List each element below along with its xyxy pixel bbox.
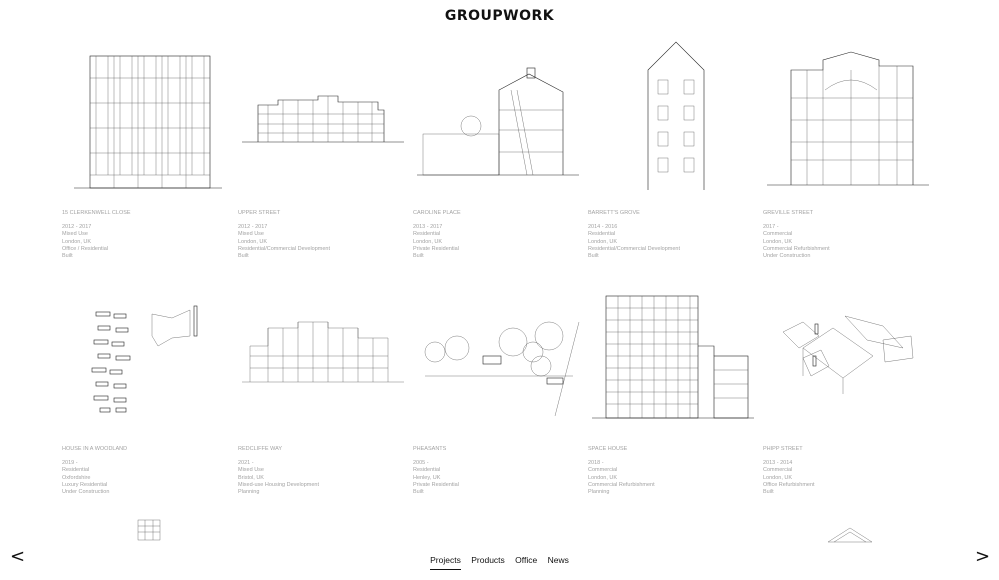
- project-years: 2013 - 2017: [413, 224, 443, 231]
- project-thumbnail-partial[interactable]: [136, 518, 162, 542]
- site-plan-drawing: [62, 266, 232, 426]
- project-meta: [588, 210, 758, 260]
- building-elevation-drawing: [62, 30, 232, 190]
- project-years: 2012 - 2017: [62, 224, 92, 231]
- project-location: London, UK: [62, 238, 92, 245]
- project-thumbnail[interactable]: [763, 30, 933, 190]
- project-years: 2019 -: [62, 460, 78, 467]
- project-years: 2018 -: [588, 460, 604, 467]
- project-location: London, UK: [763, 474, 793, 481]
- partial-drawing: [826, 524, 874, 544]
- project-thumbnail[interactable]: [62, 30, 232, 190]
- street-elevation-drawing: [238, 30, 408, 190]
- project-years: 2013 - 2014: [763, 460, 793, 467]
- project-location: London, UK: [763, 238, 793, 245]
- project-thumbnail[interactable]: [588, 30, 758, 190]
- project-status: Planning: [238, 489, 260, 496]
- project-location: London, UK: [588, 474, 618, 481]
- project-meta: [763, 210, 933, 260]
- project-thumbnail[interactable]: [588, 266, 758, 426]
- project-name[interactable]: REDCLIFFE WAY: [238, 446, 283, 452]
- project-name[interactable]: CAROLINE PLACE: [413, 210, 461, 216]
- project-category: Residential/Commercial Development: [238, 245, 331, 252]
- project-thumbnail[interactable]: [413, 30, 583, 190]
- project-years: 2021 -: [238, 460, 254, 467]
- project-thumbnail[interactable]: [763, 266, 933, 426]
- project-thumbnail[interactable]: [238, 30, 408, 190]
- project-location: Henley, UK: [413, 474, 441, 481]
- project-type: Residential: [588, 231, 616, 238]
- project-status: Under Construction: [62, 489, 110, 496]
- axonometric-drawing: [763, 266, 933, 426]
- project-meta: [763, 446, 933, 496]
- project-name[interactable]: SPACE HOUSE: [588, 446, 628, 452]
- project-name[interactable]: PHEASANTS: [413, 446, 447, 452]
- project-thumbnail[interactable]: [62, 266, 232, 426]
- project-type: Residential: [413, 231, 441, 238]
- main-nav: [0, 555, 999, 570]
- project-category: Luxury Residential: [62, 481, 108, 488]
- project-name[interactable]: HOUSE IN A WOODLAND: [62, 446, 128, 452]
- project-name[interactable]: BARRETT'S GROVE: [588, 210, 640, 216]
- project-category: Commercial Refurbishment: [588, 481, 655, 488]
- project-status: Built: [413, 489, 424, 496]
- nav-news[interactable]: News: [547, 555, 569, 565]
- project-thumbnail[interactable]: [413, 266, 583, 426]
- project-type: Commercial: [588, 467, 618, 474]
- project-category: Commercial Refurbishment: [763, 245, 830, 252]
- project-location: Bristol, UK: [238, 474, 264, 481]
- project-status: Built: [62, 253, 73, 260]
- nav-office[interactable]: Office: [515, 555, 538, 565]
- project-category: Private Residential: [413, 481, 459, 488]
- project-location: Oxfordshire: [62, 474, 91, 481]
- project-category: Office / Residential: [62, 245, 109, 252]
- project-meta: [238, 446, 408, 496]
- chevron-left-icon[interactable]: <: [10, 546, 26, 567]
- project-meta: [413, 446, 583, 496]
- project-status: Built: [413, 253, 424, 260]
- project-location: London, UK: [588, 238, 618, 245]
- chevron-right-icon[interactable]: >: [975, 546, 991, 567]
- project-years: 2014 - 2016: [588, 224, 618, 231]
- nav-products[interactable]: Products: [471, 555, 505, 565]
- project-type: Mixed Use: [238, 231, 264, 238]
- project-type: Commercial: [763, 467, 793, 474]
- project-meta: [413, 210, 583, 260]
- project-category: Mixed-use Housing Development: [238, 481, 320, 488]
- site-title[interactable]: GROUPWORK: [444, 8, 555, 24]
- project-meta: [62, 446, 232, 496]
- facade-elevation-drawing: [763, 30, 933, 190]
- project-location: London, UK: [413, 238, 443, 245]
- project-name[interactable]: PHIPP STREET: [763, 446, 803, 452]
- project-status: Planning: [588, 489, 610, 496]
- project-meta: [588, 446, 758, 496]
- project-thumbnail[interactable]: [238, 266, 408, 426]
- project-years: 2012 - 2017: [238, 224, 268, 231]
- project-category: Residential/Commercial Development: [588, 245, 681, 252]
- project-name[interactable]: UPPER STREET: [238, 210, 281, 216]
- project-status: Built: [238, 253, 249, 260]
- project-status: Built: [588, 253, 599, 260]
- project-type: Mixed Use: [62, 231, 88, 238]
- project-category: Private Residential: [413, 245, 459, 252]
- project-meta: [62, 210, 232, 260]
- project-type: Residential: [413, 467, 441, 474]
- project-meta: [238, 210, 408, 260]
- project-type: Commercial: [763, 231, 793, 238]
- nav-projects[interactable]: Projects: [430, 555, 461, 570]
- project-category: Office Refurbishment: [763, 481, 815, 488]
- project-thumbnail-partial[interactable]: [826, 524, 874, 544]
- housing-elevation-drawing: [238, 266, 408, 426]
- gable-elevation-drawing: [588, 30, 758, 190]
- section-drawing: [413, 30, 583, 190]
- project-location: London, UK: [238, 238, 268, 245]
- project-years: 2017 -: [763, 224, 779, 231]
- project-name[interactable]: 15 CLERKENWELL CLOSE: [62, 210, 131, 216]
- project-name[interactable]: GREVILLE STREET: [763, 210, 814, 216]
- project-type: Residential: [62, 467, 90, 474]
- partial-drawing: [136, 518, 162, 542]
- project-status: Built: [763, 489, 774, 496]
- project-years: 2005 -: [413, 460, 429, 467]
- landscape-section-drawing: [413, 266, 583, 426]
- project-status: Under Construction: [763, 253, 811, 260]
- tower-elevation-drawing: [588, 266, 758, 426]
- project-type: Mixed Use: [238, 467, 264, 474]
